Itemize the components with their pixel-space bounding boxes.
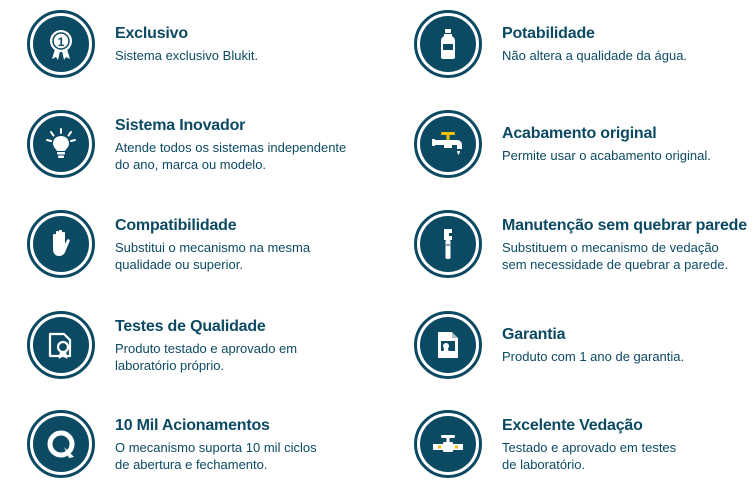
badge	[27, 311, 95, 379]
feature-exclusivo	[27, 10, 258, 78]
badge	[27, 410, 95, 478]
glove-hand-icon	[44, 227, 78, 261]
badge	[27, 10, 95, 78]
feature-description: Atende todos os sistemas independente do ano, marca ou modelo.	[115, 139, 347, 172]
badge	[414, 210, 482, 278]
certificate-document-icon	[44, 328, 78, 362]
feature-description: Produto testado e aprovado em laboratório próprio.	[115, 340, 298, 373]
badge	[27, 110, 95, 178]
badge	[414, 410, 482, 478]
feature-acabamento-original	[414, 110, 711, 178]
feature-title: 10 Mil Acionamentos	[115, 416, 270, 434]
svg-text:1: 1	[57, 35, 65, 49]
feature-description: Não altera a qualidade da água.	[502, 48, 688, 63]
water-bottle-icon	[431, 27, 465, 61]
feature-title: Potabilidade	[502, 25, 595, 42]
pipe-wrench-icon	[431, 227, 465, 261]
feature-description: Substitui o mecanismo na mesma qualidade ou superior.	[115, 239, 311, 272]
feature-excelente-vedacao	[414, 410, 676, 478]
feature-10-mil-acionamentos	[27, 410, 317, 478]
award-ribbon-icon	[44, 27, 78, 61]
feature-garantia	[414, 311, 684, 379]
rotation-cycle-icon	[44, 427, 78, 461]
feature-description: Substituem o mecanismo de vedação sem necessidade de quebrar a parede.	[502, 239, 729, 272]
feature-testes-de-qualidade	[27, 311, 297, 379]
feature-title: Acabamento original	[502, 125, 657, 142]
feature-description: O mecanismo suporta 10 mil ciclos de abertura e fechamento.	[115, 439, 317, 472]
badge	[414, 110, 482, 178]
feature-title: Testes de Qualidade	[115, 317, 266, 335]
badge	[414, 311, 482, 379]
pipe-valve-icon	[431, 427, 465, 461]
lightbulb-icon	[44, 127, 78, 161]
badge	[27, 210, 95, 278]
feature-title: Compatibilidade	[115, 216, 237, 234]
feature-title: Excelente Vedação	[502, 416, 643, 434]
feature-potabilidade	[414, 10, 687, 78]
feature-description: Sistema exclusivo Blukit.	[115, 48, 259, 63]
feature-description: Permite usar o acabamento original.	[502, 148, 711, 163]
feature-sistema-inovador	[27, 110, 346, 178]
badge	[414, 10, 482, 78]
feature-compatibilidade	[27, 210, 310, 278]
feature-title: Exclusivo	[115, 25, 188, 42]
feature-title: Sistema Inovador	[115, 116, 246, 134]
warranty-document-icon	[431, 328, 465, 362]
feature-title: Garantia	[502, 326, 566, 343]
faucet-icon	[431, 127, 465, 161]
feature-description: Produto com 1 ano de garantia.	[502, 349, 685, 364]
feature-description: Testado e aprovado em testes de laboratório.	[502, 439, 677, 472]
feature-manutencao-sem-quebrar-parede	[414, 210, 747, 278]
feature-title: Manutenção sem quebrar parede	[502, 216, 747, 234]
